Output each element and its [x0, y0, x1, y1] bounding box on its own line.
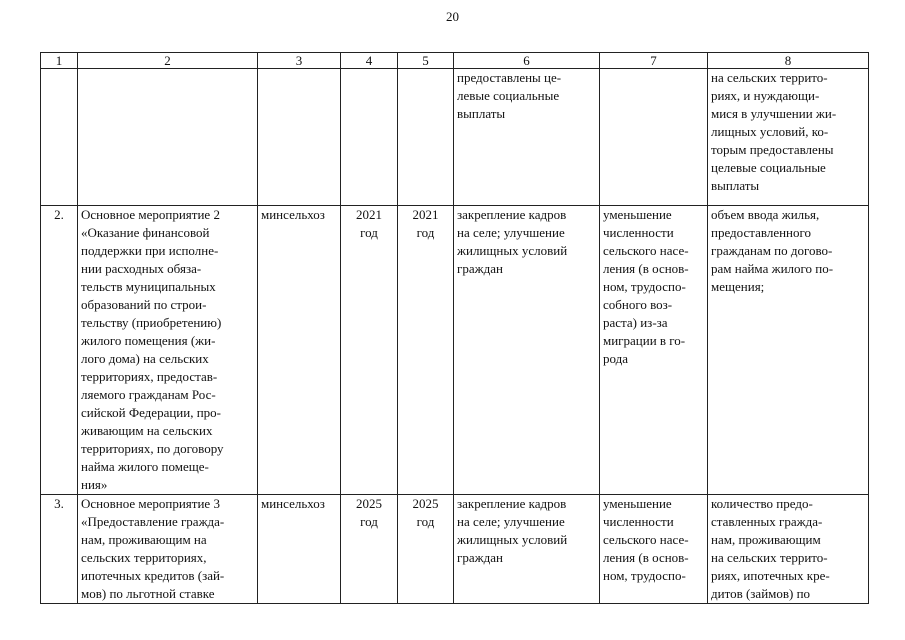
start-year-cell: 2021 год — [341, 206, 398, 495]
consequences-cell: уменьшение численности сельского насе- ления (в основ- ном, трудоспо- — [600, 495, 708, 604]
row-number-cell: 2. — [41, 206, 78, 495]
start-year-cell — [341, 69, 398, 206]
end-year-cell — [398, 69, 454, 206]
column-header-4: 4 — [341, 53, 398, 69]
result-cell: предоставлены це- левые социальные выплаты — [454, 69, 600, 206]
indicator-cell: объем ввода жилья, предоставленного гражданам по догово- рам найма жилого по- мещения; — [708, 206, 869, 495]
executor-cell: минсельхоз — [258, 206, 341, 495]
measures-table — [40, 52, 869, 604]
result-cell: закрепление кадров на селе; улучшение жилищных условий граждан — [454, 495, 600, 604]
measure-name-cell: Основное мероприятие 2 «Оказание финансовой поддержки при исполне- нии расходных обяза- тельств муниципальных образований по строи- тельству (приобретению) жилого помещения (жи- лого дома) на сельских территориях, предостав- ляемого гражданам Рос- сийской Федерации, про- живающим на сельских территориях, по договору найма жилого помеще- ния» — [78, 206, 258, 495]
column-header-1: 1 — [41, 53, 78, 69]
executor-cell: минсельхоз — [258, 495, 341, 604]
consequences-cell — [600, 69, 708, 206]
page-number: 20 — [446, 9, 459, 24]
table-row — [41, 69, 869, 206]
indicator-cell: количество предо- ставленных гражда- нам, проживающим на сельских террито- риях, ипотечных кре- дитов (займов) по — [708, 495, 869, 604]
indicator-cell: на сельских террито- риях, и нуждающи- мися в улучшении жи- лищных условий, ко- торым предоставлены целевые социальные выплаты — [708, 69, 869, 206]
end-year-cell: 2021 год — [398, 206, 454, 495]
executor-cell — [258, 69, 341, 206]
row-number-cell — [41, 69, 78, 206]
column-header-2: 2 — [78, 53, 258, 69]
column-header-6: 6 — [454, 53, 600, 69]
table-row — [41, 206, 869, 495]
row-number-cell: 3. — [41, 495, 78, 604]
result-cell: закрепление кадров на селе; улучшение жилищных условий граждан — [454, 206, 600, 495]
measure-name-cell — [78, 69, 258, 206]
header-row — [41, 53, 869, 69]
end-year-cell: 2025 год — [398, 495, 454, 604]
column-header-7: 7 — [600, 53, 708, 69]
consequences-cell: уменьшение численности сельского насе- ления (в основ- ном, трудоспо- собного воз- раста) из-за миграции в го- рода — [600, 206, 708, 495]
measure-name-cell: Основное мероприятие 3 «Предоставление гражда- нам, проживающим на сельских территориях, ипотечных кредитов (зай- мов) по льготной ставке — [78, 495, 258, 604]
column-header-5: 5 — [398, 53, 454, 69]
start-year-cell: 2025 год — [341, 495, 398, 604]
column-header-3: 3 — [258, 53, 341, 69]
column-header-8: 8 — [708, 53, 869, 69]
table-row — [41, 495, 869, 604]
